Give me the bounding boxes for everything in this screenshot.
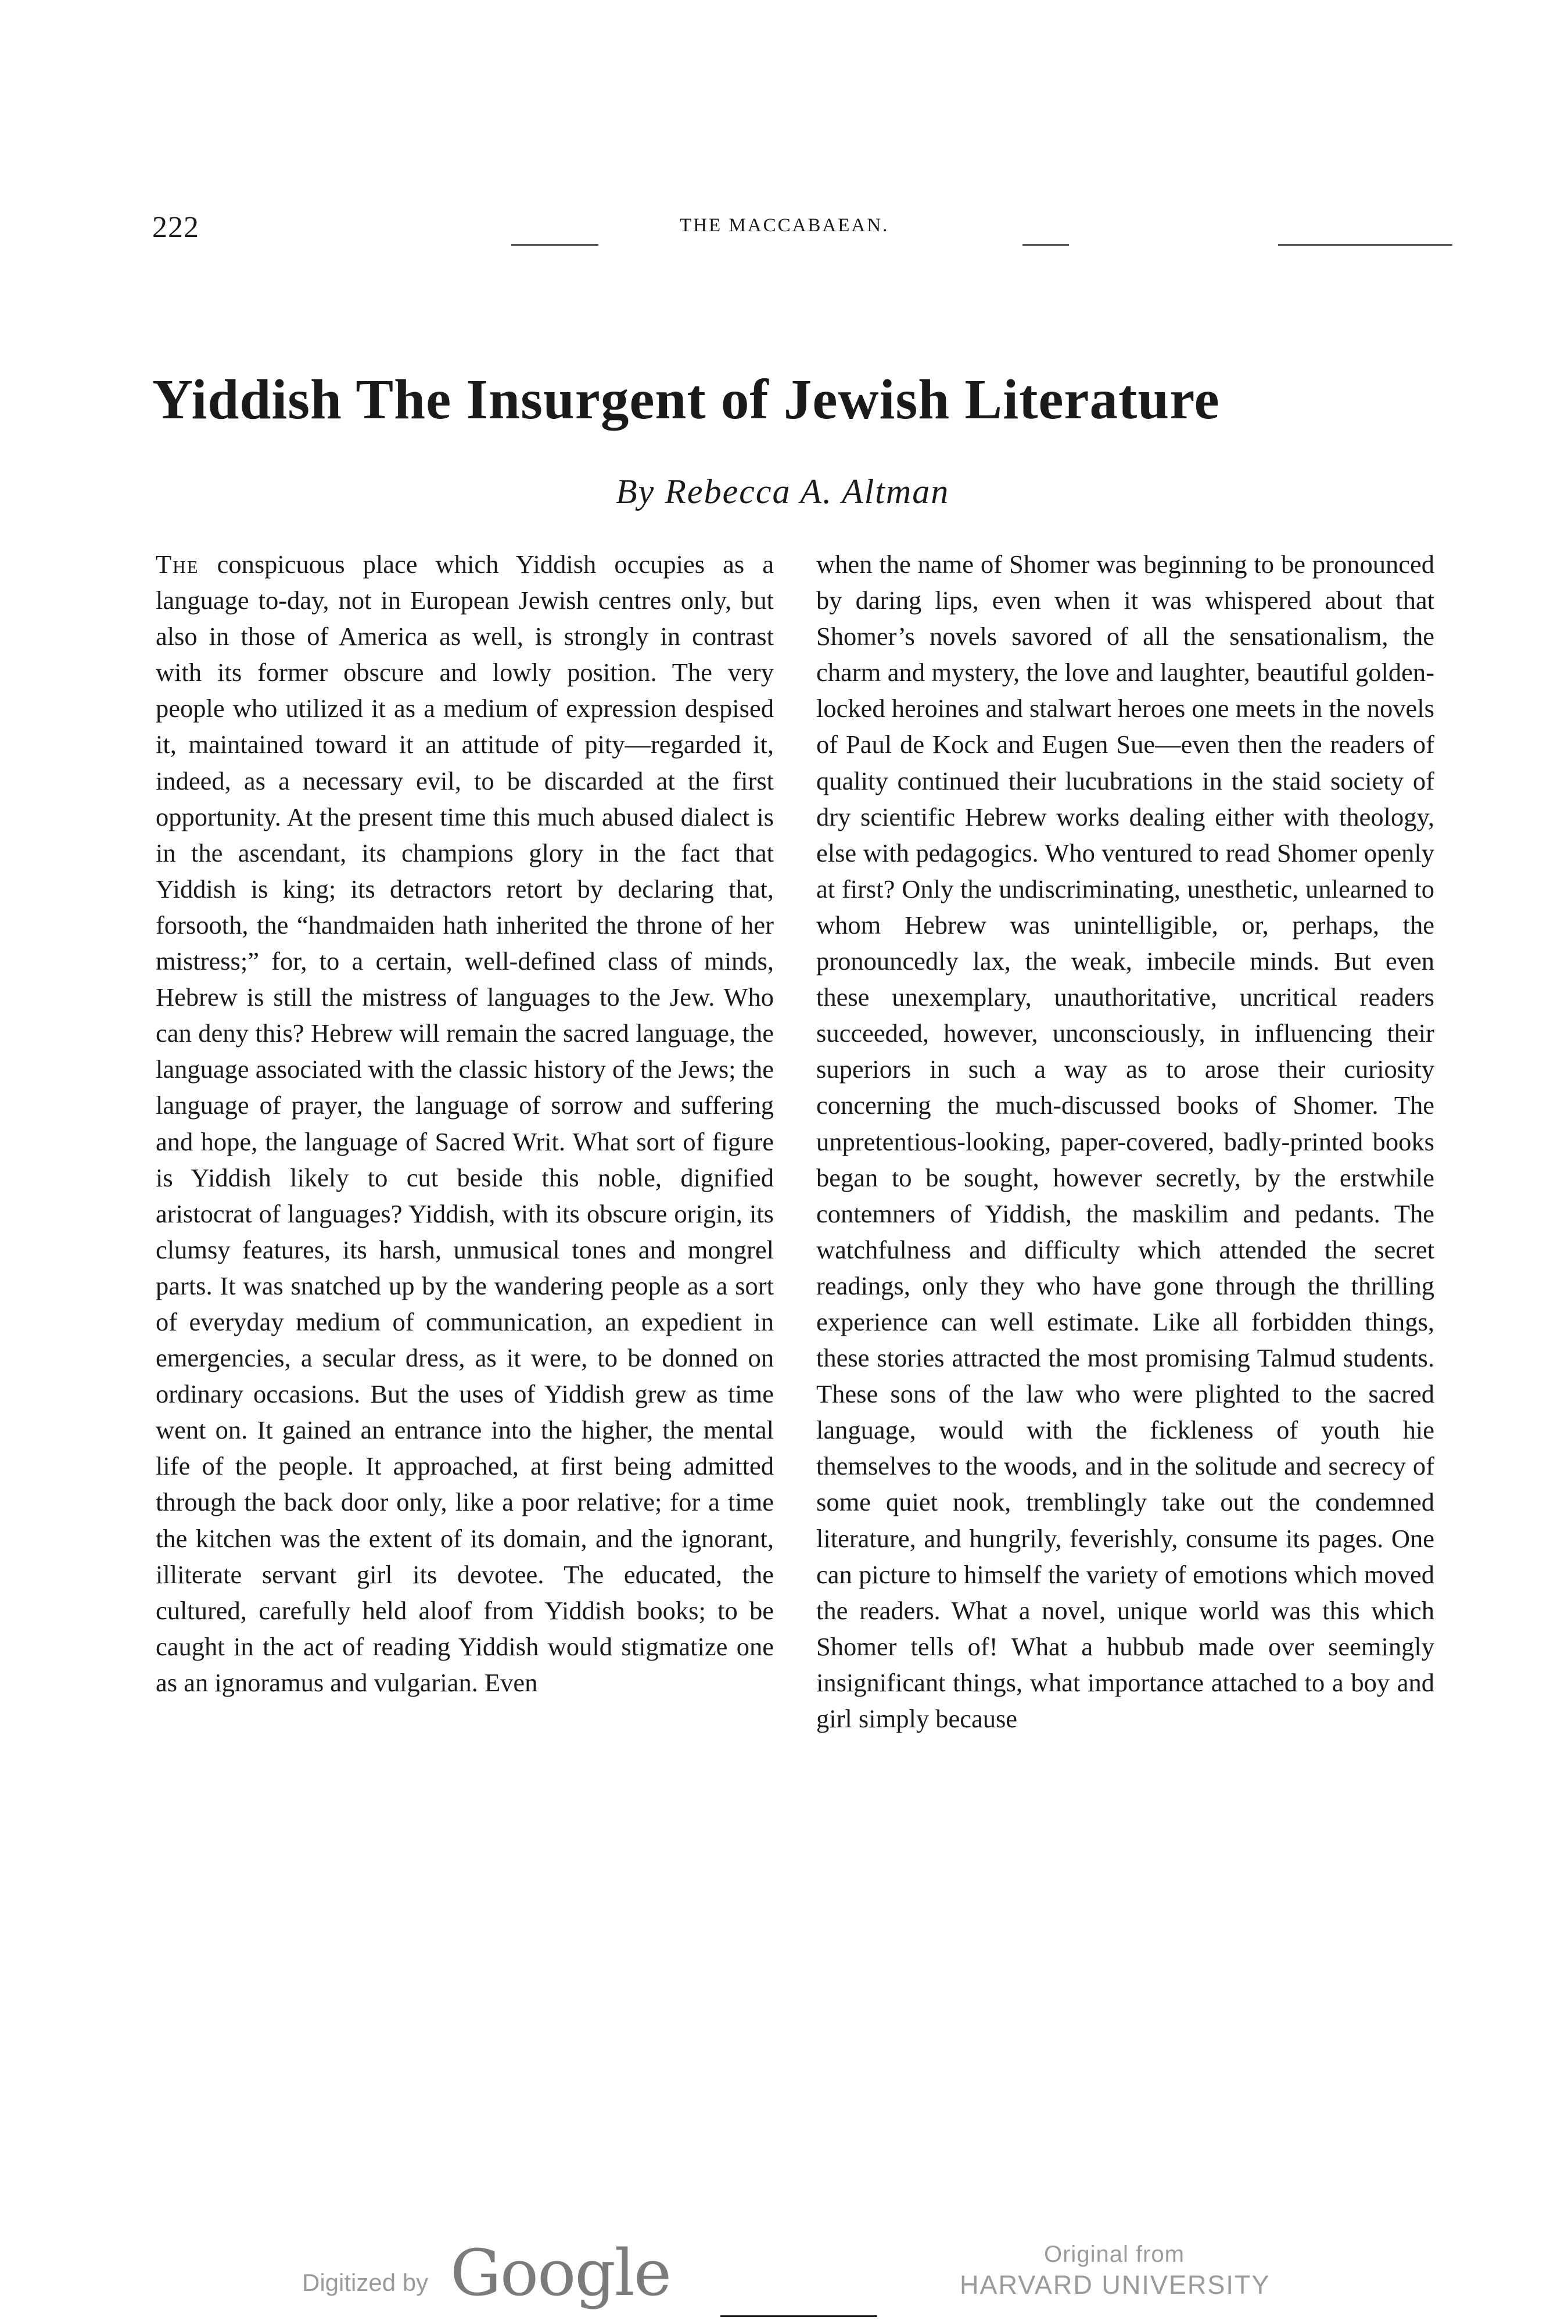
footer-rule: [720, 2315, 877, 2317]
running-title: THE MACCABAEAN.: [680, 215, 889, 236]
article-title: Yiddish The Insurgent of Jewish Literature: [152, 368, 1220, 431]
article-column-right: [816, 546, 1434, 1737]
digitized-by-label: Digitized by: [302, 2269, 429, 2296]
page-number: 222: [152, 211, 199, 244]
google-logo: Google: [450, 2236, 671, 2310]
article-column-left: [156, 546, 774, 1701]
source-library: HARVARD UNIVERSITY: [960, 2270, 1271, 2300]
column-right-text: when the name of Shomer was beginning to be pronounced by daring lips, even when it was whispered about that Shomer’s novels savored of all the sensationalism, the charm and mystery, the love and laughter, beautiful golden-locked heroines and stalwart heroes one meets in the novels of Paul de Kock and Eugen Sue—even then the readers of quality continued their lucubrations in the staid society of dry scientific Hebrew works dealing either with theology, else with pedagogics. Who ventured to read Shomer openly at first? Only the undiscriminating, unesthetic, unlearned to whom Hebrew was unintelligible, or, perhaps, the pronouncedly lax, the weak, imbecile minds. But even these unexemplary, unauthoritative, uncritical readers succeeded, however, unconsciously, in influencing their superiors in such a way as to arose their curiosity concerning the much-discussed books of Shomer. The unpretentious-looking, paper-covered, badly-printed books began to be sought, however secretly, by the erstwhile contemners of Yiddish, the maskilim and pedants. The watchfulness and difficulty which attended the secret readings, only they who have gone through the thrilling experience can well estimate. Like all forbidden things, these stories attracted the most promising Talmud students. These sons of the law who were plighted to the sacred language, would with the fickleness of youth hie themselves to the woods, and in the solitude and secrecy of some quiet nook, tremblingly take out the condemned literature, and hungrily, feverishly, consume its pages. One can picture to himself the variety of emotions which moved the readers. What a novel, unique world was this which Shomer tells of! What a hubbub made over seemingly insignificant things, what importance attached to a boy and girl simply because: [816, 550, 1434, 1733]
header-rule-right: [1278, 244, 1452, 246]
header-rule-center: [1022, 244, 1069, 246]
column-left-text: conspicuous place which Yiddish occupies as a language to-day, not in European Jewish centres only, but also in those of America as well, is strongly in contrast with its former obscure and lowly position. The very people who utilized it as a medium of expression despised it, maintained toward it an attitude of pity—regarded it, indeed, as a necessary evil, to be discarded at the first opportunity. At the present time this much abused dialect is in the ascendant, its champions glory in the fact that Yiddish is king; its detractors retort by declaring that, forsooth, the “handmaiden hath inherited the throne of her mistress;” for, to a certain, well-defined class of minds, Hebrew is still the mistress of languages to the Jew. Who can deny this? Hebrew will remain the sacred language, the language associated with the classic history of the Jews; the language of prayer, the language of sorrow and suffering and hope, the language of Sacred Writ. What sort of figure is Yiddish likely to cut beside this noble, dignified aristocrat of languages? Yiddish, with its obscure origin, its clumsy features, its harsh, unmusical tones and mongrel parts. It was snatched up by the wandering people as a sort of everyday medium of communication, an expedient in emergencies, a secular dress, as it were, to be donned on ordinary occasions. But the uses of Yiddish grew as time went on. It gained an entrance into the higher, the mental life of the people. It approached, at first being admitted through the back door only, like a poor relative; for a time the kitchen was the extent of its domain, and the ignorant, illiterate servant girl its devotee. The educated, the cultured, carefully held aloof from Yiddish books; to be caught in the act of reading Yiddish would stigmatize one as an ignoramus and vulgarian. Even: [156, 550, 774, 1697]
original-from-label: Original from: [1044, 2241, 1185, 2267]
dropcap-word: The: [156, 550, 199, 579]
article-byline: By Rebecca A. Altman: [616, 472, 950, 511]
header-rule-left: [511, 244, 598, 246]
